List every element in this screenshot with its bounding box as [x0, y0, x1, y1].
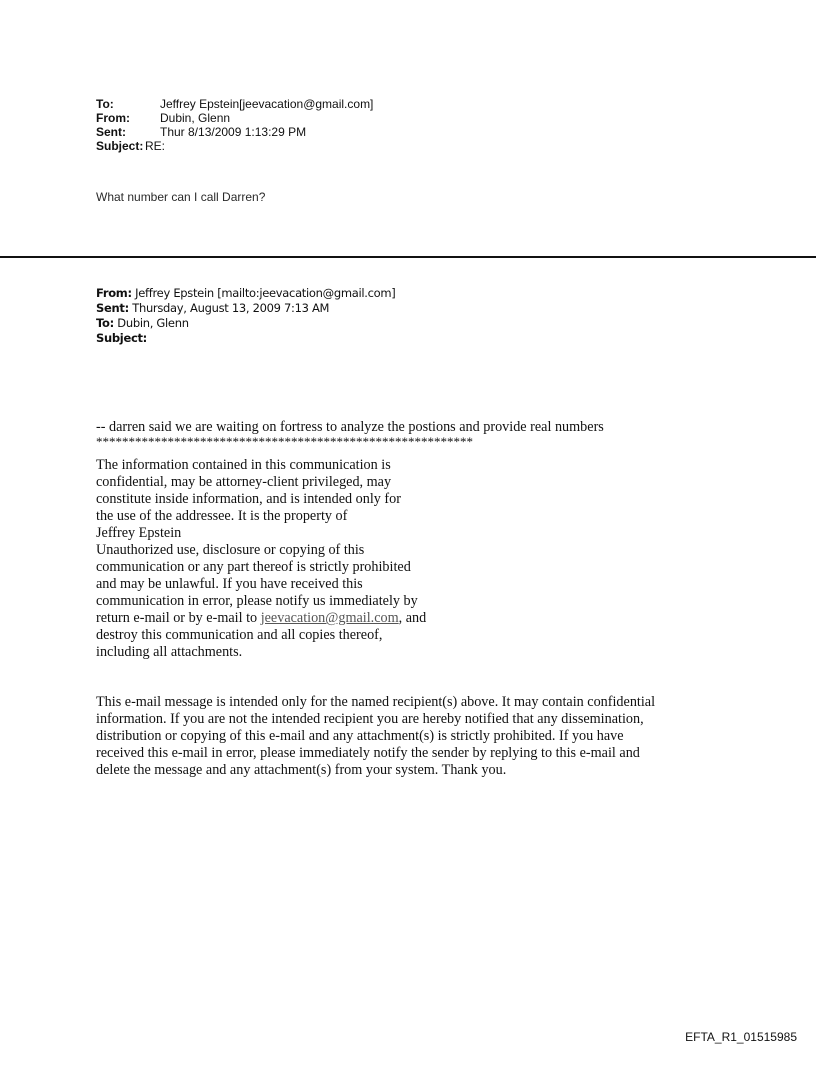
disclaimer-block	[96, 457, 516, 661]
section-divider	[0, 256, 816, 258]
email-header	[96, 97, 373, 153]
disclaimer-line: the use of the addressee. It is the property of	[96, 508, 348, 524]
sent-value: Thur 8/13/2009 1:13:29 PM	[160, 125, 307, 139]
disclaimer-line: communication in error, please notify us immediately by	[96, 593, 418, 609]
disclaimer-line: Jeffrey Epstein	[96, 525, 182, 541]
quoted-to-label: To:	[96, 316, 114, 330]
quoted-from-value: Jeffrey Epstein [mailto:jeevacation@gmail.com]	[135, 286, 396, 300]
header-sent-row	[96, 125, 373, 139]
quoted-to-row	[96, 316, 395, 331]
disclaimer-line: and may be unlawful. If you have received this	[96, 576, 363, 592]
disclaimer-line: destroy this communication and all copies thereof,	[96, 627, 383, 643]
from-label: From:	[96, 111, 130, 125]
notice-line: This e-mail message is intended only for the named recipient(s) above. It may contain confidential	[96, 694, 656, 710]
from-value: Dubin, Glenn	[160, 111, 231, 125]
quoted-body: -- darren said we are waiting on fortress to analyze the postions and provide real numbers	[96, 419, 604, 435]
quoted-header	[96, 286, 395, 346]
quoted-from-row	[96, 286, 395, 301]
subject-value: RE:	[145, 139, 166, 153]
to-value: Jeffrey Epstein[jeevacation@gmail.com]	[160, 97, 374, 111]
quoted-subject-label: Subject:	[96, 331, 147, 345]
disclaimer-line: constitute inside information, and is intended only for	[96, 491, 401, 507]
email-link[interactable]: jeevacation@gmail.com	[260, 610, 399, 626]
header-from-row	[96, 111, 373, 125]
confidentiality-notice	[96, 694, 736, 779]
quoted-to-value: Dubin, Glenn	[117, 316, 189, 330]
return-prefix: return e-mail or by e-mail to	[96, 610, 261, 626]
quoted-sent-value: Thursday, August 13, 2009 7:13 AM	[132, 301, 330, 315]
notice-line: received this e-mail in error, please immediately notify the sender by replying to this e-mail and	[96, 745, 640, 761]
disclaimer-line: confidential, may be attorney-client privileged, may	[96, 474, 392, 490]
document-id: EFTA_R1_01515985	[685, 1030, 797, 1044]
to-label: To:	[96, 97, 114, 111]
sent-label: Sent:	[96, 125, 126, 139]
disclaimer-line: The information contained in this communication is	[96, 457, 391, 473]
quoted-sent-row	[96, 301, 395, 316]
disclaimer-return-line	[96, 610, 516, 627]
reply-body: What number can I call Darren?	[96, 190, 266, 204]
separator-stars: **********************************************************	[96, 434, 473, 449]
notice-line: distribution or copying of this e-mail and any attachment(s) is strictly prohibited. If you have	[96, 728, 624, 744]
quoted-from-label: From:	[96, 286, 132, 300]
disclaimer-line: Unauthorized use, disclosure or copying of this	[96, 542, 365, 558]
notice-line: information. If you are not the intended recipient you are hereby notified that any dissemination,	[96, 711, 644, 727]
return-suffix: , and	[398, 610, 427, 626]
notice-line: delete the message and any attachment(s) from your system. Thank you.	[96, 762, 507, 778]
header-subject-row	[96, 139, 373, 153]
subject-label: Subject:	[96, 139, 144, 153]
quoted-sent-label: Sent:	[96, 301, 129, 315]
disclaimer-line: including all attachments.	[96, 644, 243, 660]
header-to-row	[96, 97, 373, 111]
disclaimer-line: communication or any part thereof is strictly prohibited	[96, 559, 411, 575]
quoted-subject-row	[96, 331, 395, 346]
